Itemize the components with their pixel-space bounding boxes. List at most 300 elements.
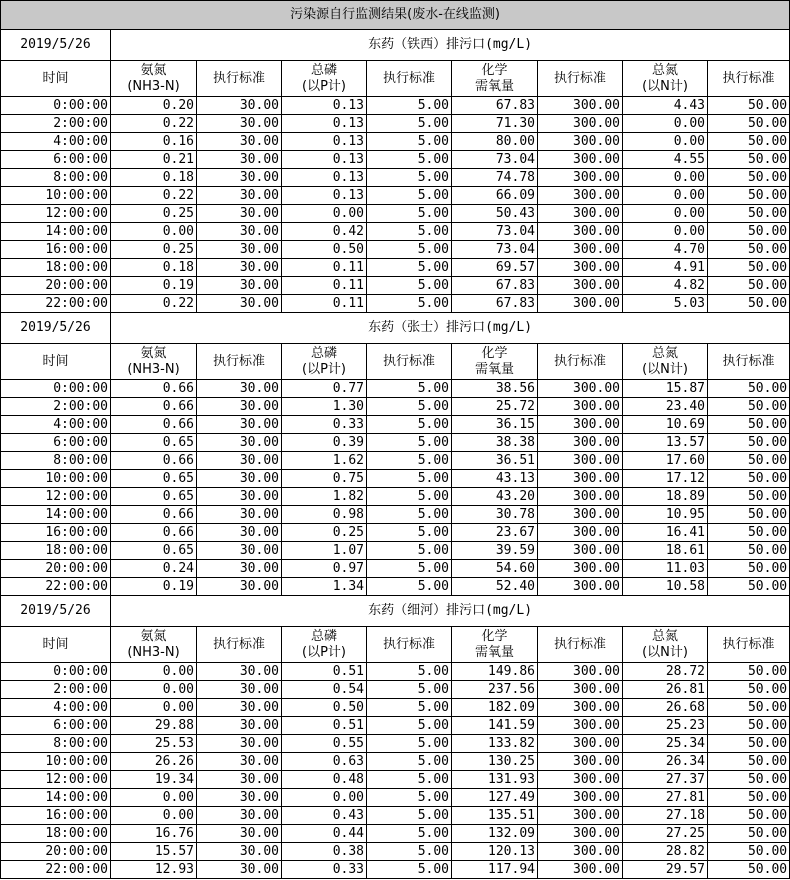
- header-std: [708, 627, 790, 663]
- cell-nh3: 0.65: [111, 542, 197, 560]
- table-row: [1, 542, 790, 560]
- cell-tp-std: 5.00: [367, 807, 452, 825]
- cell-nh3-std: 30.00: [197, 452, 282, 470]
- cell-time: 4:00:00: [1, 416, 111, 434]
- header-std: [538, 344, 623, 380]
- cell-tn-std: 50.00: [708, 205, 790, 223]
- cell-nh3: 12.93: [111, 861, 197, 879]
- cell-tp: 1.07: [282, 542, 367, 560]
- cell-tn: 18.89: [623, 488, 708, 506]
- cell-cod: 135.51: [452, 807, 538, 825]
- cell-nh3-std: 30.00: [197, 735, 282, 753]
- cell-tp-std: 5.00: [367, 452, 452, 470]
- cell-nh3: 0.66: [111, 506, 197, 524]
- cell-nh3-std: 30.00: [197, 187, 282, 205]
- cell-tp-std: 5.00: [367, 169, 452, 187]
- cell-nh3: 0.19: [111, 578, 197, 596]
- header-std-line: 执行标准: [382, 70, 435, 86]
- table-row: [1, 681, 790, 699]
- cell-cod: 182.09: [452, 699, 538, 717]
- cell-time: 20:00:00: [1, 843, 111, 861]
- cell-tn-std: 50.00: [708, 241, 790, 259]
- cell-tn-std: 50.00: [708, 398, 790, 416]
- cell-tp-std: 5.00: [367, 735, 452, 753]
- cell-cod-std: 300.00: [538, 115, 623, 133]
- cell-nh3-std: 30.00: [197, 843, 282, 861]
- cell-tp-std: 5.00: [367, 699, 452, 717]
- table-row: [1, 753, 790, 771]
- cell-nh3: 0.19: [111, 277, 197, 295]
- table-row: [1, 380, 790, 398]
- cell-tp-std: 5.00: [367, 205, 452, 223]
- cell-time: 2:00:00: [1, 115, 111, 133]
- cell-nh3: 0.66: [111, 416, 197, 434]
- cell-tn: 11.03: [623, 560, 708, 578]
- cell-tp: 0.63: [282, 753, 367, 771]
- cell-tp-std: 5.00: [367, 506, 452, 524]
- table-row: [1, 151, 790, 169]
- column-header-row: [1, 627, 790, 663]
- header-nh3-line: (NH3-N): [127, 361, 180, 377]
- cell-tp-std: 5.00: [367, 542, 452, 560]
- cell-tp: 0.13: [282, 169, 367, 187]
- cell-cod-std: 300.00: [538, 277, 623, 295]
- cell-cod-std: 300.00: [538, 434, 623, 452]
- cell-tp: 0.13: [282, 133, 367, 151]
- cell-tp-std: 5.00: [367, 771, 452, 789]
- section-header-row: [1, 596, 790, 627]
- cell-tp: 0.39: [282, 434, 367, 452]
- header-std: [197, 344, 282, 380]
- table-row: [1, 663, 790, 681]
- cell-nh3: 0.00: [111, 681, 197, 699]
- cell-cod: 117.94: [452, 861, 538, 879]
- cell-tn-std: 50.00: [708, 789, 790, 807]
- cell-tp: 0.11: [282, 259, 367, 277]
- cell-tn-std: 50.00: [708, 578, 790, 596]
- table-row: [1, 825, 790, 843]
- cell-nh3: 0.16: [111, 133, 197, 151]
- table-row: [1, 434, 790, 452]
- cell-time: 8:00:00: [1, 169, 111, 187]
- cell-tn-std: 50.00: [708, 452, 790, 470]
- cell-tn: 27.81: [623, 789, 708, 807]
- table-row: [1, 771, 790, 789]
- cell-nh3-std: 30.00: [197, 398, 282, 416]
- cell-nh3: 0.00: [111, 699, 197, 717]
- table-row: [1, 578, 790, 596]
- cell-nh3-std: 30.00: [197, 771, 282, 789]
- header-std: [538, 627, 623, 663]
- cell-time: 14:00:00: [1, 789, 111, 807]
- cell-cod: 69.57: [452, 259, 538, 277]
- cell-tp-std: 5.00: [367, 488, 452, 506]
- cell-time: 0:00:00: [1, 663, 111, 681]
- cell-nh3-std: 30.00: [197, 488, 282, 506]
- table-row: [1, 699, 790, 717]
- header-std-line: 执行标准: [722, 70, 775, 86]
- cell-tp-std: 5.00: [367, 398, 452, 416]
- section-date: 2019/5/26: [1, 596, 111, 627]
- header-std-line: 执行标准: [212, 70, 265, 86]
- cell-time: 14:00:00: [1, 223, 111, 241]
- column-header-row: [1, 61, 790, 97]
- header-std: [197, 61, 282, 97]
- cell-tp-std: 5.00: [367, 434, 452, 452]
- header-time: [1, 627, 111, 663]
- cell-tp: 0.48: [282, 771, 367, 789]
- header-tn-line: (以N计): [642, 361, 688, 377]
- cell-nh3-std: 30.00: [197, 717, 282, 735]
- cell-tn: 28.82: [623, 843, 708, 861]
- cell-cod: 36.15: [452, 416, 538, 434]
- cell-tn: 17.12: [623, 470, 708, 488]
- cell-tp-std: 5.00: [367, 115, 452, 133]
- cell-cod: 38.38: [452, 434, 538, 452]
- cell-nh3-std: 30.00: [197, 699, 282, 717]
- cell-tn: 10.58: [623, 578, 708, 596]
- cell-cod: 43.13: [452, 470, 538, 488]
- section-outlet-title: 东药（细河）排污口(mg/L): [111, 596, 790, 627]
- cell-tp-std: 5.00: [367, 843, 452, 861]
- header-tp: [282, 344, 367, 380]
- cell-tn-std: 50.00: [708, 843, 790, 861]
- header-nh3-line: 氨氮: [140, 345, 167, 361]
- cell-time: 10:00:00: [1, 470, 111, 488]
- cell-tp: 0.33: [282, 861, 367, 879]
- cell-tp: 0.98: [282, 506, 367, 524]
- table-row: [1, 295, 790, 313]
- cell-cod-std: 300.00: [538, 789, 623, 807]
- header-tn: [623, 61, 708, 97]
- header-std-line: 执行标准: [722, 353, 775, 369]
- cell-nh3: 0.24: [111, 560, 197, 578]
- cell-nh3-std: 30.00: [197, 205, 282, 223]
- cell-cod: 73.04: [452, 151, 538, 169]
- cell-nh3-std: 30.00: [197, 115, 282, 133]
- section-outlet-title: 东药（铁西）排污口(mg/L): [111, 30, 790, 61]
- cell-tn: 0.00: [623, 115, 708, 133]
- table-row: [1, 560, 790, 578]
- cell-time: 16:00:00: [1, 807, 111, 825]
- cell-tp-std: 5.00: [367, 259, 452, 277]
- cell-tn: 27.18: [623, 807, 708, 825]
- cell-cod: 131.93: [452, 771, 538, 789]
- cell-nh3: 0.18: [111, 169, 197, 187]
- cell-nh3-std: 30.00: [197, 524, 282, 542]
- cell-tp: 0.97: [282, 560, 367, 578]
- header-tn-line: 总氮: [651, 62, 678, 78]
- header-time-line: 时间: [42, 70, 69, 86]
- cell-cod: 73.04: [452, 241, 538, 259]
- cell-cod: 50.43: [452, 205, 538, 223]
- cell-tp-std: 5.00: [367, 277, 452, 295]
- cell-cod-std: 300.00: [538, 506, 623, 524]
- cell-time: 20:00:00: [1, 560, 111, 578]
- header-cod: [452, 344, 538, 380]
- header-tn-line: 总氮: [651, 628, 678, 644]
- table-row: [1, 735, 790, 753]
- cell-tp-std: 5.00: [367, 97, 452, 115]
- cell-time: 2:00:00: [1, 398, 111, 416]
- table-row: [1, 488, 790, 506]
- cell-tn: 16.41: [623, 524, 708, 542]
- cell-tn: 4.55: [623, 151, 708, 169]
- cell-cod-std: 300.00: [538, 187, 623, 205]
- cell-tn: 25.34: [623, 735, 708, 753]
- cell-cod: 71.30: [452, 115, 538, 133]
- cell-tp-std: 5.00: [367, 789, 452, 807]
- cell-cod-std: 300.00: [538, 380, 623, 398]
- cell-tn-std: 50.00: [708, 771, 790, 789]
- cell-time: 8:00:00: [1, 735, 111, 753]
- table-row: [1, 789, 790, 807]
- cell-nh3-std: 30.00: [197, 151, 282, 169]
- cell-tn: 0.00: [623, 223, 708, 241]
- table-row: [1, 133, 790, 151]
- cell-nh3: 0.66: [111, 380, 197, 398]
- header-std-line: 执行标准: [212, 636, 265, 652]
- cell-time: 18:00:00: [1, 542, 111, 560]
- cell-nh3-std: 30.00: [197, 807, 282, 825]
- cell-cod-std: 300.00: [538, 825, 623, 843]
- header-cod-line: 需氧量: [474, 78, 514, 94]
- cell-tn: 27.25: [623, 825, 708, 843]
- cell-tp: 0.13: [282, 151, 367, 169]
- cell-tp: 0.77: [282, 380, 367, 398]
- cell-tn: 17.60: [623, 452, 708, 470]
- cell-tn-std: 50.00: [708, 753, 790, 771]
- cell-nh3-std: 30.00: [197, 470, 282, 488]
- table-row: [1, 169, 790, 187]
- section-date: 2019/5/26: [1, 313, 111, 344]
- header-tn: [623, 627, 708, 663]
- cell-tn-std: 50.00: [708, 699, 790, 717]
- header-tp-line: 总磷: [310, 345, 337, 361]
- cell-cod-std: 300.00: [538, 488, 623, 506]
- cell-tn: 4.43: [623, 97, 708, 115]
- cell-nh3-std: 30.00: [197, 241, 282, 259]
- cell-nh3: 0.22: [111, 295, 197, 313]
- cell-tn: 5.03: [623, 295, 708, 313]
- header-nh3-line: (NH3-N): [127, 644, 180, 660]
- header-cod: [452, 627, 538, 663]
- cell-tn: 28.72: [623, 663, 708, 681]
- cell-tp-std: 5.00: [367, 151, 452, 169]
- cell-nh3-std: 30.00: [197, 789, 282, 807]
- cell-tp: 0.11: [282, 277, 367, 295]
- cell-tn: 13.57: [623, 434, 708, 452]
- cell-tp-std: 5.00: [367, 825, 452, 843]
- cell-tn-std: 50.00: [708, 861, 790, 879]
- cell-time: 16:00:00: [1, 524, 111, 542]
- cell-tn-std: 50.00: [708, 133, 790, 151]
- header-tp-line: 总磷: [310, 628, 337, 644]
- cell-tp: 0.13: [282, 187, 367, 205]
- cell-tp: 0.13: [282, 97, 367, 115]
- cell-cod: 74.78: [452, 169, 538, 187]
- cell-tp-std: 5.00: [367, 717, 452, 735]
- cell-nh3-std: 30.00: [197, 825, 282, 843]
- header-std: [538, 61, 623, 97]
- header-tp-line: (以P计): [302, 361, 346, 377]
- column-header-row: [1, 344, 790, 380]
- cell-time: 12:00:00: [1, 205, 111, 223]
- cell-tn: 4.82: [623, 277, 708, 295]
- cell-cod: 36.51: [452, 452, 538, 470]
- cell-tn-std: 50.00: [708, 295, 790, 313]
- cell-tp-std: 5.00: [367, 380, 452, 398]
- cell-tn: 0.00: [623, 205, 708, 223]
- cell-tn-std: 50.00: [708, 169, 790, 187]
- cell-tp: 1.34: [282, 578, 367, 596]
- cell-tp-std: 5.00: [367, 470, 452, 488]
- cell-nh3: 0.65: [111, 434, 197, 452]
- cell-cod-std: 300.00: [538, 681, 623, 699]
- cell-cod-std: 300.00: [538, 398, 623, 416]
- cell-tn: 15.87: [623, 380, 708, 398]
- cell-nh3-std: 30.00: [197, 861, 282, 879]
- table-row: [1, 524, 790, 542]
- cell-nh3-std: 30.00: [197, 506, 282, 524]
- cell-tp: 0.43: [282, 807, 367, 825]
- cell-nh3: 15.57: [111, 843, 197, 861]
- cell-cod: 149.86: [452, 663, 538, 681]
- cell-cod-std: 300.00: [538, 560, 623, 578]
- cell-cod: 30.78: [452, 506, 538, 524]
- cell-cod: 23.67: [452, 524, 538, 542]
- header-tp: [282, 61, 367, 97]
- cell-tp-std: 5.00: [367, 187, 452, 205]
- cell-nh3: 25.53: [111, 735, 197, 753]
- cell-tn-std: 50.00: [708, 807, 790, 825]
- cell-time: 22:00:00: [1, 295, 111, 313]
- header-std: [367, 61, 452, 97]
- header-nh3-line: 氨氮: [140, 628, 167, 644]
- header-tp-line: (以P计): [302, 644, 346, 660]
- cell-nh3: 0.00: [111, 663, 197, 681]
- cell-cod: 127.49: [452, 789, 538, 807]
- section-header-row: [1, 313, 790, 344]
- section-outlet-title: 东药（张士）排污口(mg/L): [111, 313, 790, 344]
- cell-nh3-std: 30.00: [197, 259, 282, 277]
- table-row: [1, 843, 790, 861]
- header-nh3-line: 氨氮: [140, 62, 167, 78]
- header-nh3-line: (NH3-N): [127, 78, 180, 94]
- cell-cod: 66.09: [452, 187, 538, 205]
- cell-cod: 237.56: [452, 681, 538, 699]
- title-row: [1, 1, 790, 30]
- cell-tn-std: 50.00: [708, 97, 790, 115]
- cell-cod-std: 300.00: [538, 717, 623, 735]
- header-nh3: [111, 61, 197, 97]
- cell-cod: 67.83: [452, 97, 538, 115]
- cell-cod: 52.40: [452, 578, 538, 596]
- cell-tn: 0.00: [623, 187, 708, 205]
- cell-time: 2:00:00: [1, 681, 111, 699]
- header-std-line: 执行标准: [553, 70, 606, 86]
- cell-cod: 54.60: [452, 560, 538, 578]
- cell-nh3: 0.66: [111, 398, 197, 416]
- cell-time: 0:00:00: [1, 380, 111, 398]
- header-time-line: 时间: [42, 353, 69, 369]
- cell-cod-std: 300.00: [538, 295, 623, 313]
- cell-tp: 0.75: [282, 470, 367, 488]
- cell-tn-std: 50.00: [708, 717, 790, 735]
- cell-tp-std: 5.00: [367, 861, 452, 879]
- table-row: [1, 115, 790, 133]
- cell-cod-std: 300.00: [538, 753, 623, 771]
- cell-tp: 0.42: [282, 223, 367, 241]
- cell-tn: 10.69: [623, 416, 708, 434]
- table-row: [1, 223, 790, 241]
- cell-time: 20:00:00: [1, 277, 111, 295]
- cell-cod-std: 300.00: [538, 133, 623, 151]
- header-std: [197, 627, 282, 663]
- cell-tn: 25.23: [623, 717, 708, 735]
- cell-tp: 0.25: [282, 524, 367, 542]
- cell-tn-std: 50.00: [708, 470, 790, 488]
- cell-cod-std: 300.00: [538, 843, 623, 861]
- cell-cod-std: 300.00: [538, 578, 623, 596]
- cell-tn-std: 50.00: [708, 735, 790, 753]
- cell-tp-std: 5.00: [367, 560, 452, 578]
- cell-nh3: 0.65: [111, 488, 197, 506]
- table-row: [1, 97, 790, 115]
- cell-nh3-std: 30.00: [197, 560, 282, 578]
- cell-nh3: 19.34: [111, 771, 197, 789]
- cell-time: 10:00:00: [1, 187, 111, 205]
- cell-time: 12:00:00: [1, 488, 111, 506]
- cell-nh3: 0.25: [111, 205, 197, 223]
- cell-tp: 0.11: [282, 295, 367, 313]
- cell-nh3: 0.18: [111, 259, 197, 277]
- cell-tp: 0.54: [282, 681, 367, 699]
- cell-time: 8:00:00: [1, 452, 111, 470]
- cell-nh3-std: 30.00: [197, 434, 282, 452]
- cell-tp-std: 5.00: [367, 681, 452, 699]
- cell-cod-std: 300.00: [538, 97, 623, 115]
- cell-nh3-std: 30.00: [197, 169, 282, 187]
- cell-cod-std: 300.00: [538, 807, 623, 825]
- header-std: [708, 344, 790, 380]
- cell-tn: 4.91: [623, 259, 708, 277]
- cell-tp: 0.50: [282, 699, 367, 717]
- cell-tp-std: 5.00: [367, 133, 452, 151]
- cell-time: 16:00:00: [1, 241, 111, 259]
- table-row: [1, 861, 790, 879]
- cell-tp-std: 5.00: [367, 578, 452, 596]
- cell-tp-std: 5.00: [367, 223, 452, 241]
- header-std-line: 执行标准: [553, 636, 606, 652]
- cell-tp: 0.38: [282, 843, 367, 861]
- cell-tp: 0.00: [282, 205, 367, 223]
- table-row: [1, 416, 790, 434]
- header-tp-line: 总磷: [310, 62, 337, 78]
- table-row: [1, 205, 790, 223]
- cell-nh3-std: 30.00: [197, 663, 282, 681]
- cell-nh3-std: 30.00: [197, 681, 282, 699]
- cell-tn: 23.40: [623, 398, 708, 416]
- cell-tp: 0.50: [282, 241, 367, 259]
- cell-tn-std: 50.00: [708, 663, 790, 681]
- cell-nh3: 0.00: [111, 223, 197, 241]
- cell-cod: 38.56: [452, 380, 538, 398]
- cell-time: 22:00:00: [1, 861, 111, 879]
- cell-tp: 1.62: [282, 452, 367, 470]
- cell-tn-std: 50.00: [708, 277, 790, 295]
- header-time: [1, 344, 111, 380]
